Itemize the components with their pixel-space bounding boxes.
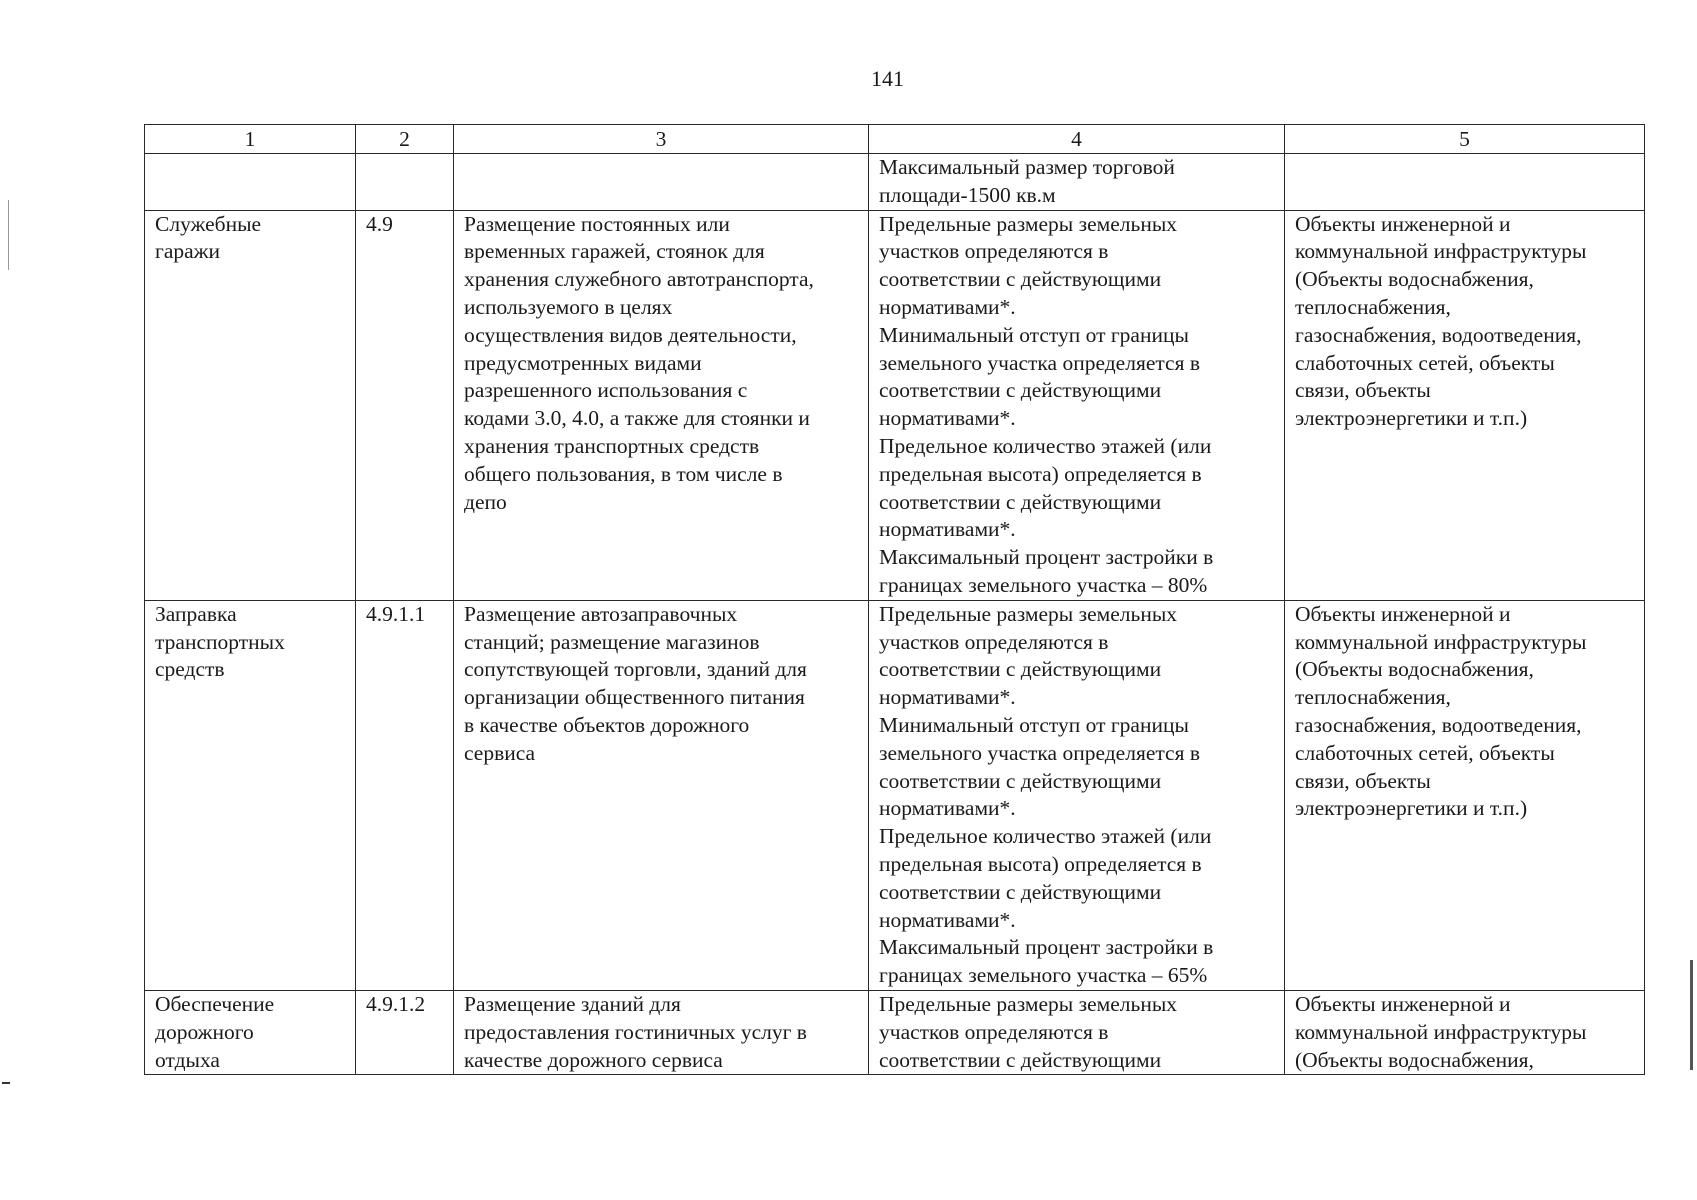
column-header: 2 [356, 125, 454, 154]
land-use-parameters-cell: Предельные размеры земельных участков определяются в соответствии с действующими нормативами*. Минимальный отступ от границы земельного участка определяется в соответствии с действующими нормативами*. Предельное количество этажей (или предельная высота) определяется в соответствии с действующими нормативами*. Максимальный процент застройки в границах земельного участка – 80% [869, 210, 1285, 600]
land-use-name-cell: Обеспечение дорожного отдыха [145, 990, 356, 1074]
table-row [145, 154, 1645, 211]
land-use-infrastructure-cell: Объекты инженерной и коммунальной инфраструктуры (Объекты водоснабжения, теплоснабжения, газоснабжения, водоотведения, слаботочных сетей, объекты связи, объекты электроэнергетики и т.п.) [1285, 600, 1645, 990]
page-number: 141 [871, 66, 904, 91]
land-use-parameters-cell: Предельные размеры земельных участков определяются в соответствии с действующими [869, 990, 1285, 1074]
land-use-name-cell: Служебные гаражи [145, 210, 356, 600]
table-row [145, 990, 1645, 1074]
land-use-code-cell: 4.9 [356, 210, 454, 600]
land-use-infrastructure-cell: Объекты инженерной и коммунальной инфраструктуры (Объекты водоснабжения, теплоснабжения, газоснабжения, водоотведения, слаботочных сетей, объекты связи, объекты электроэнергетики и т.п.) [1285, 210, 1645, 600]
scan-margin-mark [2, 1082, 10, 1084]
land-use-description-cell: Размещение автозаправочных станций; размещение магазинов сопутствующей торговли, зданий для организации общественного питания в качестве объектов дорожного сервиса [454, 600, 869, 990]
table-header-row [145, 125, 1645, 154]
scan-margin-mark [8, 200, 9, 270]
table-row [145, 210, 1645, 600]
land-use-infrastructure-cell [1285, 154, 1645, 211]
land-use-description-cell: Размещение постоянных или временных гаражей, стоянок для хранения служебного автотранспорта, используемого в целях осуществления видов деятельности, предусмотренных видами разрешенного использования с кодами 3.0, 4.0, а также для стоянки и хранения транспортных средств общего пользования, в том числе в депо [454, 210, 869, 600]
column-header: 3 [454, 125, 869, 154]
land-use-code-cell: 4.9.1.1 [356, 600, 454, 990]
land-use-description-cell: Размещение зданий для предоставления гостиничных услуг в качестве дорожного сервиса [454, 990, 869, 1074]
column-header: 4 [869, 125, 1285, 154]
land-use-parameters-cell: Предельные размеры земельных участков определяются в соответствии с действующими нормативами*. Минимальный отступ от границы земельного участка определяется в соответствии с действующими нормативами*. Предельное количество этажей (или предельная высота) определяется в соответствии с действующими нормативами*. Максимальный процент застройки в границах земельного участка – 65% [869, 600, 1285, 990]
land-use-description-cell [454, 154, 869, 211]
column-header: 1 [145, 125, 356, 154]
column-header: 5 [1285, 125, 1645, 154]
land-use-table [144, 124, 1645, 1075]
land-use-code-cell [356, 154, 454, 211]
land-use-name-cell: Заправка транспортных средств [145, 600, 356, 990]
land-use-name-cell [145, 154, 356, 211]
table-row [145, 600, 1645, 990]
land-use-parameters-cell: Максимальный размер торговой площади-1500 кв.м [869, 154, 1285, 211]
land-use-infrastructure-cell: Объекты инженерной и коммунальной инфраструктуры (Объекты водоснабжения, [1285, 990, 1645, 1074]
scan-margin-mark [1690, 960, 1693, 1070]
land-use-code-cell: 4.9.1.2 [356, 990, 454, 1074]
